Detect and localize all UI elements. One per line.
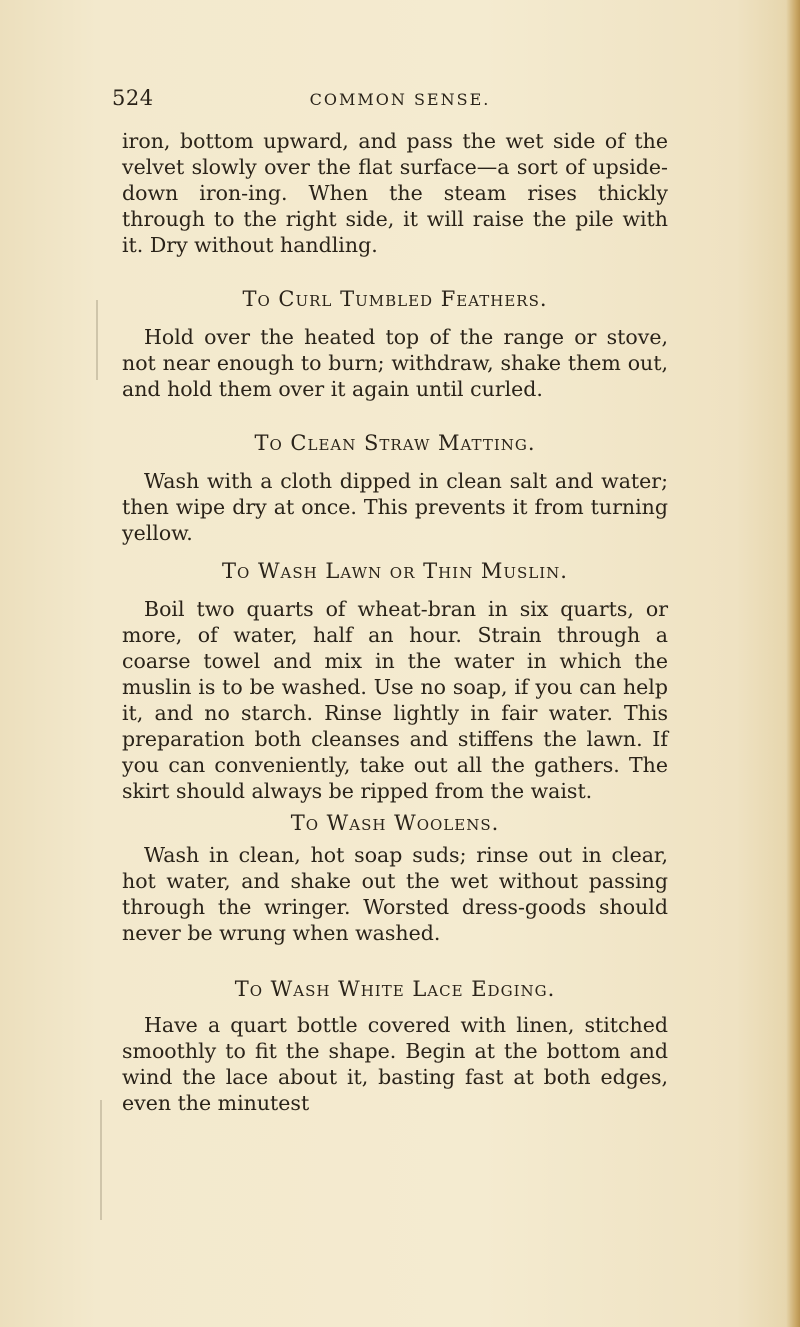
section-heading: To Clean Straw Matting. bbox=[254, 431, 536, 455]
paragraph: Have a quart bottle covered with linen, stitched smoothly to fit the shape. Begin at the bottom and wind the lace about it, basting fast at both edges, even the minutest bbox=[122, 1013, 668, 1115]
bleed-through-mark bbox=[96, 300, 98, 380]
paragraph: Wash with a cloth dipped in clean salt and water; then wipe dry at once. This prevents it from turning yellow. bbox=[122, 469, 668, 545]
paragraph: Hold over the heated top of the range or stove, not near enough to burn; withdraw, shake them out, and hold them over it again until curled. bbox=[122, 325, 668, 401]
section-heading: To Curl Tumbled Feathers. bbox=[242, 287, 548, 311]
section-heading: To Wash Woolens. bbox=[290, 811, 500, 835]
paragraph: Wash in clean, hot soap suds; rinse out in clear, hot water, and shake out the wet without passing through the wringer. Worsted dress-goods should never be wrung when washed. bbox=[122, 843, 668, 945]
section-heading: To Wash White Lace Edging. bbox=[234, 977, 556, 1001]
page-header bbox=[0, 86, 800, 116]
paragraph: iron, bottom upward, and pass the wet side of the velvet slowly over the flat surface—a sort of upside-down iron-ing. When the steam rises thickly through to the right side, it will raise the pile with it. Dry without handling. bbox=[122, 129, 668, 257]
page-edge bbox=[786, 0, 800, 1327]
page-body bbox=[122, 128, 668, 1116]
paragraph: Boil two quarts of wheat-bran in six quarts, or more, of water, half an hour. Strain through a coarse towel and mix in the water in which the muslin is to be washed. Use no soap, if you can help it, and no starch. Rinse lightly in fair water. This preparation both cleanses and stiffens the lawn. If you can conveniently, take out all the gathers. The skirt should always be ripped from the waist. bbox=[122, 597, 668, 803]
section-heading: To Wash Lawn or Thin Muslin. bbox=[221, 559, 568, 583]
running-head: COMMON SENSE. bbox=[309, 90, 491, 109]
bleed-through-mark bbox=[100, 1100, 102, 1220]
page-number: 524 bbox=[112, 86, 154, 110]
